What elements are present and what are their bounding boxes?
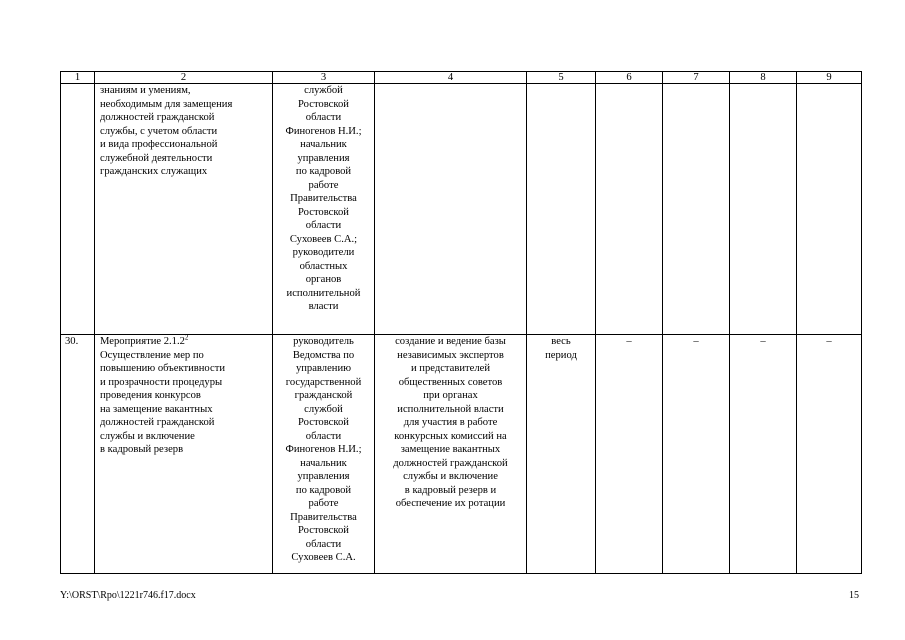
cell-line: начальник — [300, 139, 347, 150]
cell-line: Ростовской — [298, 525, 349, 536]
cell-line: общественных советов — [398, 376, 503, 388]
cell-line: Ростовской — [298, 206, 349, 218]
description-cell — [95, 84, 273, 335]
cell-line: начальник — [300, 457, 347, 469]
cell-line: период — [545, 349, 577, 361]
cell-line: независимых экспертов — [397, 349, 504, 361]
cell-line: создание и ведение базы — [395, 336, 506, 347]
cell-line: Финогенов Н.И.; — [285, 125, 362, 137]
cell-line: управления — [297, 152, 350, 164]
footnote-mark: 2 — [184, 333, 189, 342]
cell-line: Суховеев С.А. — [291, 552, 356, 563]
column-header: 7 — [663, 72, 730, 84]
cell-line: и вида профессиональной — [100, 139, 218, 150]
cell-line: знаниям и умениям, — [100, 85, 191, 96]
cell-line: для участия в работе — [403, 417, 498, 428]
cell-line: по кадровой — [295, 166, 352, 177]
value-cell — [663, 84, 730, 335]
value-cell — [596, 84, 663, 335]
page-number: 15 — [849, 590, 859, 601]
cell-line: областных — [299, 260, 348, 272]
cell-line: исполнительной — [286, 287, 361, 299]
cell-line: работе — [308, 179, 339, 191]
column-header: 5 — [527, 72, 596, 84]
cell-line: Финогенов Н.И.; — [285, 444, 362, 455]
column-header: 2 — [95, 72, 273, 84]
cell-line: в кадровый резерв и — [404, 484, 497, 496]
cell-line: и представителей — [410, 363, 491, 374]
cell-line: должностей гражданской — [100, 112, 215, 123]
cell-line: области — [305, 430, 342, 442]
cell-line: Осуществление мер по — [100, 349, 204, 361]
cell-line: при органах — [423, 390, 478, 401]
cell-line: службы и включение — [100, 430, 195, 442]
cell-line: области — [305, 112, 342, 123]
cell-line: службой — [304, 403, 343, 415]
cell-line: необходимым для замещения — [100, 98, 233, 110]
value-cell: – — [596, 335, 663, 574]
cell-line: должностей гражданской — [393, 457, 508, 469]
description-cell — [95, 335, 273, 574]
cell-line: и прозрачности процедуры — [100, 376, 223, 388]
period-cell — [527, 335, 596, 574]
cell-line: руководитель — [293, 336, 354, 347]
cell-line: Ведомства по — [292, 349, 355, 361]
cell-line: Правительства — [290, 511, 357, 523]
cell-line: повышению объективности — [100, 363, 225, 374]
table-header-row — [61, 72, 862, 84]
cell-line: власти — [308, 301, 339, 312]
cell-line: обеспечение их ротации — [395, 498, 506, 509]
result-cell — [375, 84, 527, 335]
value-cell — [730, 84, 797, 335]
cell-line: службы, с учетом области — [100, 125, 218, 137]
cell-line: области — [305, 220, 342, 231]
cell-line: по кадровой — [295, 484, 352, 496]
column-header: 1 — [61, 72, 95, 84]
value-cell: – — [730, 335, 797, 574]
result-cell — [375, 335, 527, 574]
document-table — [60, 71, 862, 574]
column-header: 8 — [730, 72, 797, 84]
value-cell — [797, 84, 862, 335]
cell-line: гражданской — [294, 390, 353, 401]
row-number-cell: 30. — [61, 335, 95, 574]
cell-line: исполнительной власти — [397, 403, 504, 415]
footer-file-path: Y:\ORST\Rpo\1221r746.f17.docx — [60, 590, 196, 601]
cell-line: службой — [304, 85, 343, 96]
cell-line: работе — [308, 498, 339, 509]
cell-line: Ростовской — [298, 417, 349, 428]
column-header: 9 — [797, 72, 862, 84]
column-header: 4 — [375, 72, 527, 84]
column-header: 6 — [596, 72, 663, 84]
responsible-cell — [273, 84, 375, 335]
cell-line: замещение вакантных — [400, 444, 501, 455]
cell-line: Ростовской — [298, 98, 349, 110]
cell-line: области — [305, 538, 342, 550]
cell-line: управлению — [295, 363, 352, 374]
cell-line: конкурсных комиссий на — [394, 430, 507, 442]
value-cell: – — [797, 335, 862, 574]
period-cell — [527, 84, 596, 335]
cell-line: Правительства — [290, 193, 357, 204]
cell-line: органов — [305, 274, 342, 285]
cell-line: на замещение вакантных — [100, 403, 213, 415]
responsible-cell — [273, 335, 375, 574]
cell-line: должностей гражданской — [100, 417, 215, 428]
column-header: 3 — [273, 72, 375, 84]
cell-line: служебной деятельности — [100, 152, 213, 164]
cell-line: весь — [551, 336, 571, 347]
measure-title-text: Мероприятие 2.1.2 — [100, 336, 185, 347]
cell-line: управления — [297, 471, 350, 482]
cell-line: государственной — [285, 376, 362, 388]
table-row — [61, 84, 862, 335]
cell-line: Суховеев С.А.; — [289, 233, 358, 245]
row-number-cell — [61, 84, 95, 335]
table-row — [61, 335, 862, 574]
cell-line: проведения конкурсов — [100, 390, 201, 401]
cell-line: руководители — [292, 247, 355, 258]
measure-title — [100, 335, 270, 349]
value-cell: – — [663, 335, 730, 574]
cell-line: службы и включение — [403, 471, 498, 482]
cell-line: в кадровый резерв — [100, 444, 184, 455]
cell-line: гражданских служащих — [100, 166, 208, 177]
